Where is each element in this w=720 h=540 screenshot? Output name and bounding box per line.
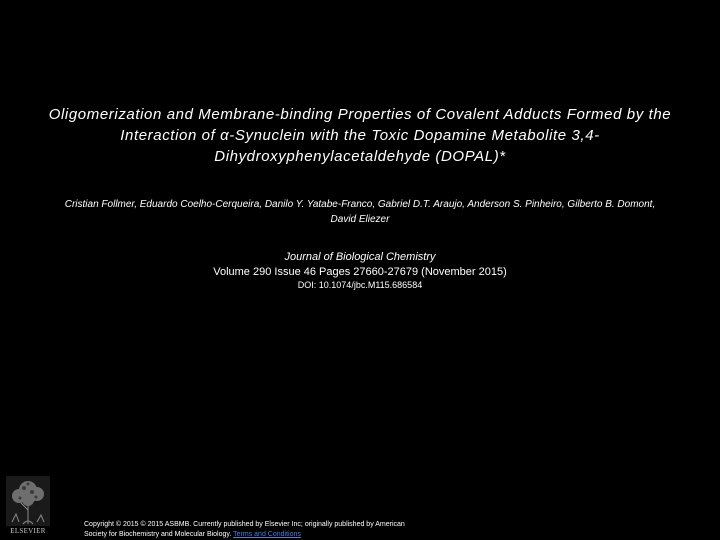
- article-title-line: Dihydroxyphenylacetaldehyde (DOPAL)*: [214, 148, 506, 165]
- elsevier-tree-icon: [6, 476, 50, 526]
- elsevier-wordmark: ELSEVIER: [10, 527, 46, 535]
- doi: DOI: 10.1074/jbc.M115.686584: [297, 280, 423, 290]
- article-title: [30, 104, 690, 167]
- terms-and-conditions-link[interactable]: Terms and Conditions: [233, 531, 301, 538]
- article-title-line: Interaction of α-Synuclein with the Toxic Dopamine Metabolite 3,4-: [120, 127, 600, 144]
- journal-info: [60, 250, 660, 280]
- elsevier-logo: [6, 476, 50, 538]
- copyright-notice: [84, 520, 564, 540]
- copyright-line: [84, 530, 564, 540]
- volume-line: Volume 290 Issue 46 Pages 27660-27679 (November 2015): [213, 266, 507, 278]
- copyright-line: Copyright © 2015 © 2015 ASBMB. Currently published by Elsevier Inc; originally published by American: [84, 521, 405, 528]
- copyright-line-text: Society for Biochemistry and Molecular Biology.: [84, 531, 232, 538]
- article-title-line: Oligomerization and Membrane-binding Properties of Covalent Adducts Formed by the: [48, 106, 672, 123]
- journal-name: Journal of Biological Chemistry: [284, 251, 436, 263]
- author-line: Cristian Follmer, Eduardo Coelho-Cerqueira, Danilo Y. Yatabe-Franco, Gabriel D.T. Araujo, Anderson S. Pinheiro, Gilberto B. Domont,: [64, 199, 656, 210]
- author-line: David Eliezer: [330, 214, 390, 225]
- author-list: [20, 197, 700, 227]
